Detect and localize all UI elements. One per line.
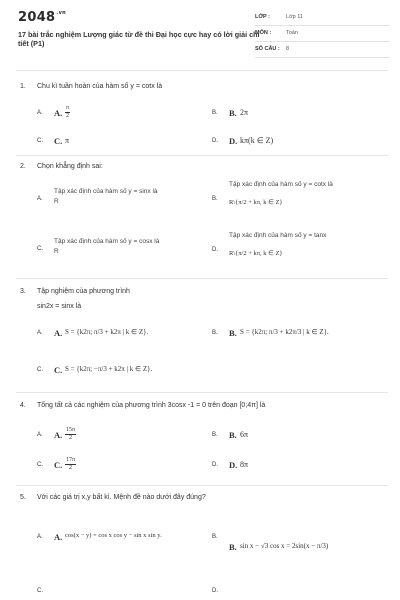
- meta-row-class: LỚP : Lớp 11: [255, 10, 390, 26]
- page: $2048^{.vn}$ 17 bài trắc nghiệm Lượng giác từ đề thi Đại học cực hay có lời giải chi tiết (P1) LỚP : Lớp 11 MÔN : Toán SỐ CÂU : 8 1. Chu kì tuần hoàn của hàm số y = cotx là A. A. $\frac{\pi}{2}$ B. B. 2π C. C. π D. D. kπ(k ∈ Z) 2. Chọn khẳng định sai: A. Tập xác định của hàm số y = sinx là R B. Tập xác định của hàm số y = cotx là R\{π/2 + kπ, k ∈ Z} C. Tập xác định của hàm số y = cosx là R D. Tập xác định của hàm số y = tanx R\{π/2 + kπ, k ∈ Z} 3. Tập nghiệm của phương trình sin2x = sinx là A. A. S = {k2π; π/3 + k2π | k ∈ Z}. B. B. S = {k2π; π/3 + k2π/3 | k ∈ Z}. C. C. S = {k2π; −π/3 + k2π | k ∈ Z}. 4. Tổng tất cả các nghiệm của phương trình 3cosx -1 = 0 trên đoạn [0;4π] là A. A. $\frac{15\pi}{2}$ B. B. 6π C. C. $\frac{17\pi}{2}$ D. D. 8π 5. Với các giá trị x,y bất kì. Mệnh đề nào dưới đây đúng? A. A. cos(x − y) = cos x cos y − sin x sin y. B. B. sin x − √3 cos x = 2sin(x − π/3) C. D.: [0, 0, 400, 600]
- header: [0, 0, 400, 62]
- divider: [16, 70, 388, 71]
- page-title: 17 bài trắc nghiệm Lượng giác từ đề thi Đại học cực hay có lời giải chi tiết (P1): [18, 30, 260, 48]
- meta-row-count: SỐ CÂU : 8: [255, 42, 390, 58]
- divider: [16, 485, 388, 486]
- divider: [16, 278, 388, 279]
- question-text: 1. Chu kì tuần hoàn của hàm số y = cotx là: [20, 83, 163, 90]
- question-text: 5. Với các giá trị x,y bất kì. Mệnh đề nào dưới đây đúng?: [20, 494, 206, 501]
- question-text: 2. Chọn khẳng định sai:: [20, 163, 103, 170]
- meta-info: [255, 10, 390, 58]
- divider: [16, 392, 388, 393]
- meta-row-subject: MÔN : Toán: [255, 26, 390, 42]
- question-text: 4. Tổng tất cả các nghiệm của phương trình 3cosx -1 = 0 trên đoạn [0;4π] là: [20, 402, 266, 409]
- site-logo[interactable]: $2048^{.vn}$: [18, 10, 67, 25]
- question-text: 3. Tập nghiệm của phương trình: [20, 288, 130, 295]
- question-text-line2: sin2x = sinx là: [37, 303, 82, 310]
- divider: [16, 155, 388, 156]
